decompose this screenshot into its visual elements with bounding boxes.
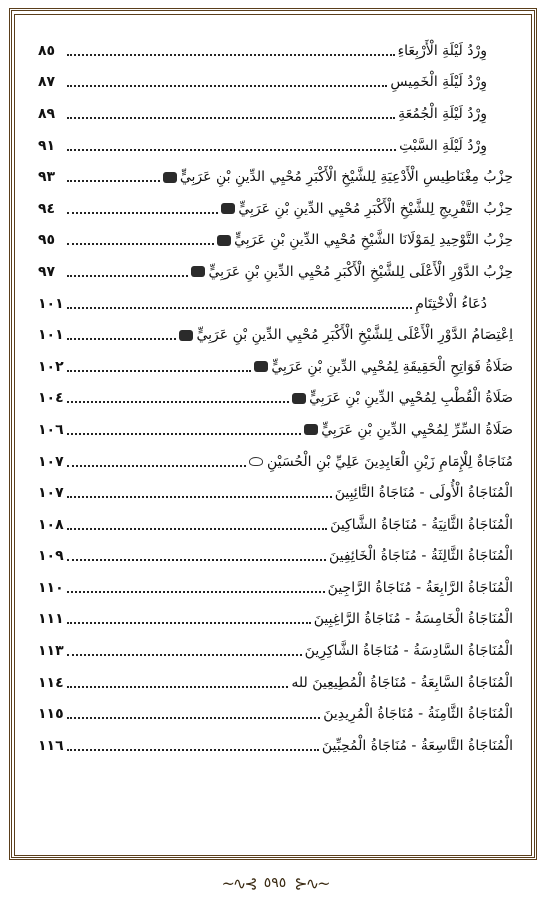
toc-entry-page: ١٠٧ [38,453,64,470]
toc-entry [38,572,513,604]
toc-entry-page: ١٠٧ [38,485,64,502]
toc-entry-page: ١١٥ [38,706,64,723]
toc-entry-title-text: الْمُنَاجَاةُ الثَّامِنَةُ - مُنَاجَاةُ الْمُرِيدِينَ [323,706,513,723]
toc-entry-title [305,643,513,659]
toc-entry-title [254,359,513,375]
toc-entry-title [390,74,487,90]
toc-leader-dots [67,591,325,593]
toc-leader-dots [67,243,214,245]
honorific-seal-icon [304,424,318,435]
toc-entry-title [217,232,513,248]
toc-entry [38,35,513,67]
toc-entry [38,383,513,415]
footer-ornament-left-icon: ~∿⊰ [221,873,256,893]
toc-entry-title-text: وِرْدُ لَيْلَةِ الْجُمُعَةِ [398,105,487,122]
toc-entry-page: ٩٧ [38,263,56,280]
toc-entry-title [330,517,513,533]
toc-entry-page: ١٠٦ [38,421,64,438]
toc-entry [38,256,513,288]
toc-leader-dots [67,749,319,751]
page-footer [0,868,550,898]
toc-entry-page: ١٠١ [38,295,64,312]
toc-entry [38,635,513,667]
toc-entry-title-text: دُعَاءُ الْاخْتِتَامِ [415,295,487,312]
toc-leader-dots [67,117,395,119]
toc-entry-title [329,548,513,564]
page-number: ٥٩٥ [263,875,287,891]
toc-entry-page: ١١٤ [38,674,64,691]
toc-entry-title-text: حِزْبُ مِغْنَاطِيسِ الْأَدْعِيَةِ لِلشَّيْخِ الْأَكْبَرِ مُحْيِي الدِّينِ بْنِ عَرَبِيٍّ [179,169,513,186]
toc-entry-title-text: وِرْدُ لَيْلَةِ الْأَرْبِعَاءِ [397,42,487,59]
honorific-seal-icon [163,172,177,183]
toc-entry [38,98,513,130]
toc-entry-title-text: اِعْتِصَامُ الدَّوْرِ الْأَعْلَى لِلشَّيْخِ الْأَكْبَرِ مُحْيِي الدِّينِ بْنِ عَرَبِيٍّ [196,327,513,344]
toc-entry [38,351,513,383]
toc-entry-title-text: صَلَاةُ السِّرِّ لِمُحْيِي الدِّينِ بْنِ عَرَبِيٍّ [321,421,513,438]
footer-ornament-right-icon: ⊱∿~ [294,873,329,893]
toc-leader-dots [67,465,246,467]
toc-leader-dots [67,275,188,277]
toc-entry-page: ٨٧ [38,74,56,91]
toc-entry-page: ٩١ [38,137,56,154]
toc-entry-page: ٩٤ [38,200,56,217]
toc-entry [38,225,513,257]
toc-entry [38,698,513,730]
toc-entry-page: ٨٩ [38,105,56,122]
toc-leader-dots [67,338,176,340]
toc-entry-title [191,264,513,280]
toc-entry-page: ١٠٢ [38,358,64,375]
toc-entry-page: ٩٣ [38,169,56,186]
toc-entry [38,730,513,762]
toc-entry-page: ١١٠ [38,579,64,596]
toc-entry [38,446,513,478]
toc-entry [38,509,513,541]
toc-leader-dots [67,212,218,214]
toc-entry-title [398,106,487,122]
toc-leader-dots [67,717,320,719]
toc-entry-title [314,611,513,627]
toc-leader-dots [67,654,302,656]
toc-leader-dots [67,370,251,372]
toc-entry [38,477,513,509]
toc-entry-title [415,296,487,312]
toc-entry-page: ١١١ [38,611,64,628]
toc-entry-page: ١١٣ [38,643,64,660]
toc-leader-dots [67,307,412,309]
toc-leader-dots [67,54,395,56]
toc-entry-page: ١٠٤ [38,390,64,407]
toc-leader-dots [67,85,387,87]
toc-entry-title [323,706,513,722]
toc-entry-title-text: صَلَاةُ الْقُطْبِ لِمُحْيِي الدِّينِ بْنِ عَرَبِيٍّ [309,390,513,407]
toc-entry-page: ١٠١ [38,327,64,344]
toc-entry-page: ٨٥ [38,42,56,59]
toc-leader-dots [67,528,327,530]
toc-entry-title-text: حِزْبُ التَّوْحِيدِ لِمَوْلَانَا الشَّيْخِ مُحْيِي الدِّينِ بْنِ عَرَبِيٍّ [234,232,513,249]
toc-leader-dots [67,622,311,624]
toc-entry [38,414,513,446]
toc-entry-title-text: صَلَاةُ فَوَاتِحِ الْحَقِيقَةِ لِمُحْيِي الدِّينِ بْنِ عَرَبِيٍّ [271,358,513,375]
toc-entry-title [304,422,513,438]
toc-entry-title-text: الْمُنَاجَاةُ الثَّانِيَةُ - مُنَاجَاةُ الشَّاكِينَ [330,516,513,533]
toc-entry-title-text: وِرْدُ لَيْلَةِ السَّبْتِ [399,137,487,154]
toc-entry-title-text: الْمُنَاجَاةُ السَّابِعَةُ - مُنَاجَاةُ الْمُطِيعِينَ لله [291,674,513,691]
toc-leader-dots [67,401,289,403]
honorific-seal-icon [292,393,306,404]
toc-leader-dots [67,559,326,561]
toc-entry [38,541,513,573]
toc-entry [38,667,513,699]
toc-entry [38,604,513,636]
toc-entry-title [163,169,513,185]
honorific-seal-icon [179,330,193,341]
toc-entry-title-text: الْمُنَاجَاةُ التَّاسِعَةُ - مُنَاجَاةُ الْمُحِبِّينَ [321,737,513,754]
toc-entry-title-text: الْمُنَاجَاةُ الثَّالِثَةُ - مُنَاجَاةُ الْخَائِفِينَ [328,548,513,565]
toc-entry [38,193,513,225]
toc-entry-title-text: حِزْبُ الدَّوْرِ الْأَعْلَى لِلشَّيْخِ الْأَكْبَرِ مُحْيِي الدِّينِ بْنِ عَرَبِيٍّ [208,263,513,280]
toc-entry [38,288,513,320]
toc-entry-title [322,738,513,754]
toc-entry-title-text: الْمُنَاجَاةُ الرَّابِعَةُ - مُنَاجَاةُ الرَّاجِينَ [327,579,513,596]
honorific-seal-icon [191,266,205,277]
toc-entry-title-text: الْمُنَاجَاةُ السَّادِسَةُ - مُنَاجَاةُ الشَّاكِرِينَ [304,643,513,660]
toc-leader-dots [67,433,301,435]
toc-entry-page: ١٠٩ [38,548,64,565]
toc-leader-dots [67,149,396,151]
toc-entry-title-text: حِزْبُ التَّفْرِيجِ لِلشَّيْخِ الْأَكْبَرِ مُحْيِي الدِّينِ بْنِ عَرَبِيٍّ [238,200,513,217]
toc-entry-title-text: مُنَاجَاةٌ لِلْإِمَامِ زَيْنِ الْعَابِدِينَ عَلِيِّ بْنِ الْحُسَيْنِ [266,453,513,470]
toc-leader-dots [67,180,160,182]
toc-leader-dots [67,496,332,498]
toc-entry-title-text: الْمُنَاجَاةُ الْخَامِسَةُ - مُنَاجَاةُ الرَّاغِبِينَ [313,611,513,628]
toc-entry [38,67,513,99]
toc-entry-title [335,485,513,501]
toc-entry-title [221,201,513,217]
toc-entry-page: ١١٦ [38,737,64,754]
table-of-contents [38,35,513,762]
toc-entry-title-text: الْمُنَاجَاةُ الْأُولَى - مُنَاجَاةُ التَّائِبِينَ [334,485,513,502]
blessing-icon [249,457,263,466]
toc-entry-page: ١٠٨ [38,516,64,533]
toc-entry-title [399,138,487,154]
toc-entry-title-text: وِرْدُ لَيْلَةِ الْخَمِيسِ [390,74,487,91]
toc-entry [38,319,513,351]
toc-entry-page: ٩٥ [38,232,56,249]
toc-entry-title [291,675,513,691]
toc-entry-title [328,580,513,596]
toc-entry-title [398,43,487,59]
toc-entry [38,130,513,162]
toc-entry-title [292,390,513,406]
honorific-seal-icon [221,203,235,214]
honorific-seal-icon [217,235,231,246]
toc-entry [38,161,513,193]
toc-leader-dots [67,686,288,688]
toc-entry-title [179,327,513,343]
toc-entry-title [249,454,513,470]
honorific-seal-icon [254,361,268,372]
